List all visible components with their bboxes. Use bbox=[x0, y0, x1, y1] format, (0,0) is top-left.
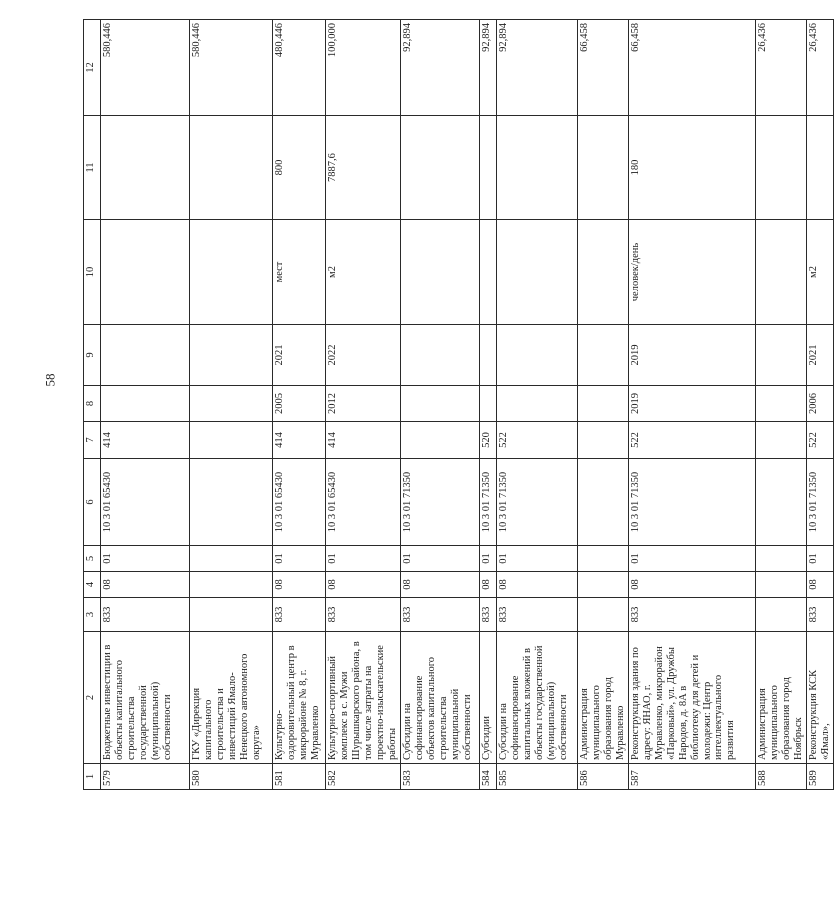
table-cell-col-4: 08 bbox=[273, 572, 326, 598]
table-cell-col-12: 92,894 bbox=[400, 20, 479, 116]
table-cell-col-2: Культурно-оздоровительный центр в микрорайоне № 8, г. Муравленко bbox=[273, 632, 326, 764]
table-cell-col-1: 579 bbox=[101, 764, 190, 790]
table-cell-col-2: Администрация муниципального образования город Муравленко bbox=[577, 632, 628, 764]
budget-table bbox=[83, 19, 834, 790]
table-cell-col-6: 10 3 01 65430 bbox=[101, 459, 190, 546]
table-cell-col-10: человек/день bbox=[628, 220, 755, 325]
table-cell-col-12: 100,000 bbox=[326, 20, 401, 116]
table-row bbox=[101, 20, 190, 790]
table-cell-col-7: 522 bbox=[628, 422, 755, 459]
table-cell-col-5: 01 bbox=[806, 546, 833, 572]
table-cell-col-6: 10 3 01 65430 bbox=[326, 459, 401, 546]
table-cell-col-5: 01 bbox=[496, 546, 577, 572]
table-cell-col-6: 10 3 01 65430 bbox=[273, 459, 326, 546]
table-cell-col-2: Культурно-спортивный комплекс в с. Мужи Шурышкарского района, в том числе затраты на проектно-изыскательские работы bbox=[326, 632, 401, 764]
table-cell-col-9: 2021 bbox=[806, 325, 833, 386]
table-cell-col-10: м2 bbox=[806, 220, 833, 325]
header-col-4: 4 bbox=[84, 572, 101, 598]
table-cell-col-1: 581 bbox=[273, 764, 326, 790]
table-cell-col-3: 833 bbox=[273, 598, 326, 632]
table-cell-col-9 bbox=[190, 325, 273, 386]
table-cell-col-8: 2006 bbox=[806, 386, 833, 422]
table-cell-col-1: 585 bbox=[496, 764, 577, 790]
table-cell-col-7 bbox=[577, 422, 628, 459]
table-row bbox=[628, 20, 755, 790]
header-col-1: 1 bbox=[84, 764, 101, 790]
table-row bbox=[806, 20, 833, 790]
table-cell-col-8: 2019 bbox=[628, 386, 755, 422]
table-cell-col-1: 580 bbox=[190, 764, 273, 790]
table-cell-col-11 bbox=[755, 116, 806, 220]
table-row bbox=[479, 20, 496, 790]
table-cell-col-3 bbox=[755, 598, 806, 632]
table-cell-col-2: Субсидии на софинансирование капитальных вложений в объекты государственной (муниципальной) собственности bbox=[496, 632, 577, 764]
table-cell-col-3 bbox=[577, 598, 628, 632]
table-cell-col-12: 92,894 bbox=[479, 20, 496, 116]
table-cell-col-9 bbox=[400, 325, 479, 386]
table-cell-col-8 bbox=[190, 386, 273, 422]
table-cell-col-8 bbox=[101, 386, 190, 422]
table-cell-col-5: 01 bbox=[628, 546, 755, 572]
table-cell-col-3: 833 bbox=[479, 598, 496, 632]
table-cell-col-4: 08 bbox=[628, 572, 755, 598]
table-cell-col-11: 180 bbox=[628, 116, 755, 220]
table-row bbox=[273, 20, 326, 790]
header-col-7: 7 bbox=[84, 422, 101, 459]
table-cell-col-6 bbox=[577, 459, 628, 546]
table-row bbox=[496, 20, 577, 790]
table-cell-col-4: 08 bbox=[101, 572, 190, 598]
table-cell-col-6: 10 3 01 71350 bbox=[628, 459, 755, 546]
table-cell-col-11 bbox=[400, 116, 479, 220]
header-col-8: 8 bbox=[84, 386, 101, 422]
table-cell-col-11: 7887,6 bbox=[326, 116, 401, 220]
table-cell-col-1: 586 bbox=[577, 764, 628, 790]
table-cell-col-3 bbox=[190, 598, 273, 632]
table-row bbox=[400, 20, 479, 790]
table-cell-col-10 bbox=[400, 220, 479, 325]
table-cell-col-7: 520 bbox=[479, 422, 496, 459]
table-cell-col-11: 800 bbox=[273, 116, 326, 220]
header-col-2: 2 bbox=[84, 632, 101, 764]
header-col-6: 6 bbox=[84, 459, 101, 546]
table-cell-col-5: 01 bbox=[400, 546, 479, 572]
table-cell-col-9: 2022 bbox=[326, 325, 401, 386]
table-cell-col-3: 833 bbox=[628, 598, 755, 632]
table-cell-col-9 bbox=[577, 325, 628, 386]
table-cell-col-7: 414 bbox=[101, 422, 190, 459]
table-cell-col-6: 10 3 01 71350 bbox=[400, 459, 479, 546]
table-cell-col-5: 01 bbox=[479, 546, 496, 572]
rotated-table-container bbox=[83, 20, 831, 790]
table-cell-col-10 bbox=[496, 220, 577, 325]
table-cell-col-8 bbox=[496, 386, 577, 422]
table-cell-col-12: 480,446 bbox=[273, 20, 326, 116]
table-cell-col-10 bbox=[101, 220, 190, 325]
table-cell-col-7: 414 bbox=[326, 422, 401, 459]
table-cell-col-2: Субсидии bbox=[479, 632, 496, 764]
table-cell-col-9 bbox=[496, 325, 577, 386]
table-row bbox=[190, 20, 273, 790]
table-cell-col-11 bbox=[496, 116, 577, 220]
table-cell-col-4 bbox=[755, 572, 806, 598]
table-cell-col-10 bbox=[479, 220, 496, 325]
table-cell-col-12: 66,458 bbox=[577, 20, 628, 116]
table-cell-col-5: 01 bbox=[326, 546, 401, 572]
table-cell-col-8: 2012 bbox=[326, 386, 401, 422]
table-cell-col-10: м2 bbox=[326, 220, 401, 325]
table-cell-col-4: 08 bbox=[326, 572, 401, 598]
table-cell-col-9 bbox=[755, 325, 806, 386]
table-cell-col-4: 08 bbox=[400, 572, 479, 598]
table-cell-col-11 bbox=[190, 116, 273, 220]
table-cell-col-4: 08 bbox=[479, 572, 496, 598]
table-cell-col-2: Реконструкция здания по адресу: ЯНАО, г. Муравленко, микрорайон «Парковый», ул. Дружбы Народов, д. 8А в библиотеку для детей и молодежи: Центр интеллектуального развития bbox=[628, 632, 755, 764]
table-cell-col-6: 10 3 01 71350 bbox=[496, 459, 577, 546]
table-cell-col-10: мест bbox=[273, 220, 326, 325]
table-cell-col-5: 01 bbox=[273, 546, 326, 572]
table-cell-col-4 bbox=[190, 572, 273, 598]
table-cell-col-5: 01 bbox=[101, 546, 190, 572]
table-cell-col-5 bbox=[755, 546, 806, 572]
table-cell-col-9 bbox=[479, 325, 496, 386]
table-cell-col-2: Субсидии на софинансирование объектов капитального строительства муниципальной собственности bbox=[400, 632, 479, 764]
table-cell-col-4 bbox=[577, 572, 628, 598]
header-col-10: 10 bbox=[84, 220, 101, 325]
table-cell-col-1: 588 bbox=[755, 764, 806, 790]
table-cell-col-12: 580,446 bbox=[101, 20, 190, 116]
header-col-3: 3 bbox=[84, 598, 101, 632]
table-cell-col-2: ГКУ «Дирекция капитального строительства и инвестиций Ямало-Ненецкого автономного округа» bbox=[190, 632, 273, 764]
table-cell-col-10 bbox=[190, 220, 273, 325]
table-row bbox=[577, 20, 628, 790]
table-cell-col-8 bbox=[755, 386, 806, 422]
header-col-11: 11 bbox=[84, 116, 101, 220]
table-cell-col-7: 522 bbox=[496, 422, 577, 459]
table-cell-col-12: 26,436 bbox=[755, 20, 806, 116]
table-cell-col-8 bbox=[400, 386, 479, 422]
table-cell-col-12: 26,436 bbox=[806, 20, 833, 116]
table-cell-col-5 bbox=[577, 546, 628, 572]
table-cell-col-3: 833 bbox=[806, 598, 833, 632]
table-cell-col-7: 522 bbox=[806, 422, 833, 459]
table-cell-col-11 bbox=[577, 116, 628, 220]
table-cell-col-9: 2021 bbox=[273, 325, 326, 386]
table-cell-col-8 bbox=[577, 386, 628, 422]
table-cell-col-4: 08 bbox=[806, 572, 833, 598]
page-number: 58 bbox=[42, 373, 58, 387]
table-cell-col-3: 833 bbox=[400, 598, 479, 632]
table-cell-col-8 bbox=[479, 386, 496, 422]
table-cell-col-6: 10 3 01 71350 bbox=[806, 459, 833, 546]
table-cell-col-1: 589 bbox=[806, 764, 833, 790]
table-cell-col-7 bbox=[190, 422, 273, 459]
table-cell-col-11 bbox=[101, 116, 190, 220]
table-cell-col-12: 66,458 bbox=[628, 20, 755, 116]
table-cell-col-11 bbox=[806, 116, 833, 220]
table-cell-col-6 bbox=[190, 459, 273, 546]
header-col-9: 9 bbox=[84, 325, 101, 386]
table-cell-col-3: 833 bbox=[326, 598, 401, 632]
table-cell-col-10 bbox=[577, 220, 628, 325]
table-row bbox=[326, 20, 401, 790]
table-cell-col-3: 833 bbox=[496, 598, 577, 632]
table-cell-col-11 bbox=[479, 116, 496, 220]
header-col-12: 12 bbox=[84, 20, 101, 116]
table-cell-col-5 bbox=[190, 546, 273, 572]
header-col-5: 5 bbox=[84, 546, 101, 572]
table-row bbox=[755, 20, 806, 790]
table-cell-col-7 bbox=[400, 422, 479, 459]
table-cell-col-2: Бюджетные инвестиции в объекты капитального строительства государственной (муниципальной) собственности bbox=[101, 632, 190, 764]
table-cell-col-7: 414 bbox=[273, 422, 326, 459]
table-cell-col-1: 587 bbox=[628, 764, 755, 790]
table-cell-col-10 bbox=[755, 220, 806, 325]
table-cell-col-12: 580,446 bbox=[190, 20, 273, 116]
table-cell-col-1: 584 bbox=[479, 764, 496, 790]
table-cell-col-6: 10 3 01 71350 bbox=[479, 459, 496, 546]
table-cell-col-6 bbox=[755, 459, 806, 546]
table-cell-col-3: 833 bbox=[101, 598, 190, 632]
table-cell-col-2: Администрация муниципального образования город Ноябрьск bbox=[755, 632, 806, 764]
table-cell-col-2: Реконструкция КСК «Ямал», bbox=[806, 632, 833, 764]
table-cell-col-1: 582 bbox=[326, 764, 401, 790]
table-cell-col-8: 2005 bbox=[273, 386, 326, 422]
table-cell-col-9: 2019 bbox=[628, 325, 755, 386]
table-header-row bbox=[84, 20, 101, 790]
table-cell-col-4: 08 bbox=[496, 572, 577, 598]
table-cell-col-9 bbox=[101, 325, 190, 386]
table-cell-col-12: 92,894 bbox=[496, 20, 577, 116]
table-cell-col-1: 583 bbox=[400, 764, 479, 790]
table-cell-col-7 bbox=[755, 422, 806, 459]
